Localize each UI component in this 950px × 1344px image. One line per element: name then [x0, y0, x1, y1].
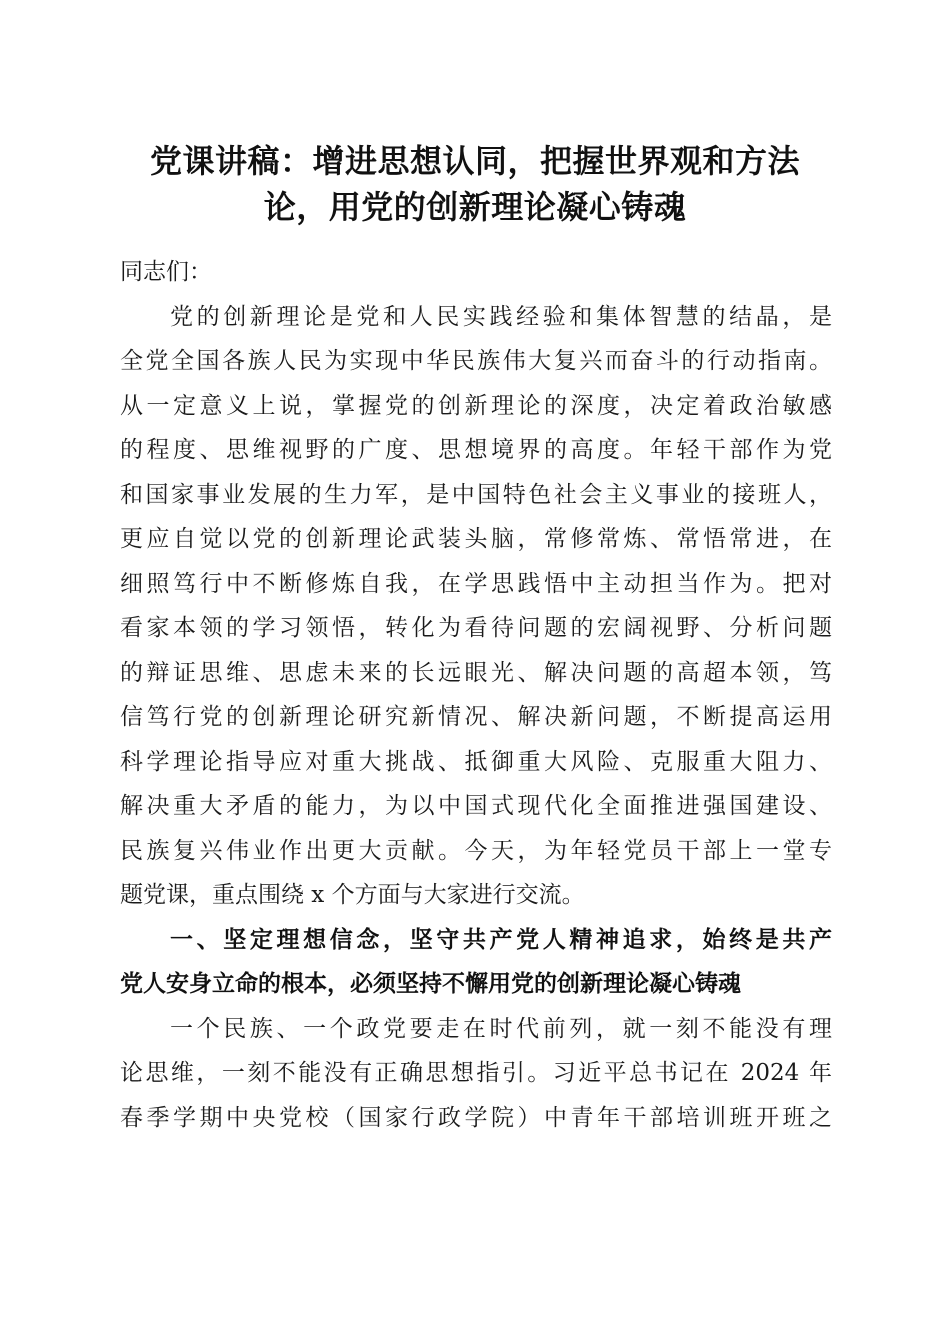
paragraph-line: 的程度、思维视野的广度、思想境界的高度。年轻干部作为党: [120, 437, 832, 463]
paragraph-line: 更应自觉以党的创新理论武装头脑，常修常炼、常悟常进，在: [120, 526, 832, 552]
paragraph-line: 从一定意义上说，掌握党的创新理论的深度，决定着政治敏感: [120, 392, 832, 419]
paragraph-line: 看家本领的学习领悟，转化为看待问题的宏阔视野、分析问题: [120, 615, 832, 641]
paragraph-line: 题党课，重点围绕 x 个方面与大家进行交流。: [120, 882, 585, 908]
paragraph-line: 党的创新理论是党和人民实践经验和集体智慧的结晶，是: [170, 303, 832, 330]
paragraph-line: 解决重大矛盾的能力，为以中国式现代化全面推进强国建设、: [120, 793, 832, 819]
paragraph-line: 论思维，一刻不能没有正确思想指引。习近平总书记在 2024 年: [120, 1060, 832, 1086]
paragraph-line: 细照笃行中不断修炼自我，在学思践悟中主动担当作为。把对: [120, 570, 832, 597]
document-title: [100, 138, 850, 230]
section-heading-line: 一、坚定理想信念，坚守共产党人精神追求，始终是共产: [170, 926, 832, 953]
paragraph-line: 和国家事业发展的生力军，是中国特色社会主义事业的接班人，: [120, 481, 832, 508]
document-body: [120, 250, 832, 1140]
paragraph-line: 科学理论指导应对重大挑战、抵御重大风险、克服重大阻力、: [120, 748, 832, 775]
paragraph-line: 信笃行党的创新理论研究新情况、解决新问题，不断提高运用: [120, 704, 832, 730]
paragraph-line: 的辩证思维、思虑未来的长远眼光、解决问题的高超本领，笃: [120, 659, 832, 686]
paragraph-line: 全党全国各族人民为实现中华民族伟大复兴而奋斗的行动指南。: [120, 348, 832, 374]
title-line-2: 论，用党的创新理论凝心铸魂: [263, 188, 687, 226]
paragraph-line: 一个民族、一个政党要走在时代前列，就一刻不能没有理: [170, 1015, 832, 1042]
salutation: 同志们：: [120, 259, 212, 285]
title-line-1: 党课讲稿：增进思想认同，把握世界观和方法: [149, 142, 800, 180]
paragraph-line: 民族复兴伟业作出更大贡献。今天，为年轻党员干部上一堂专: [120, 837, 832, 864]
paragraph-line: 春季学期中央党校（国家行政学院）中青年干部培训班开班之: [120, 1104, 832, 1131]
section-heading-line: 党人安身立命的根本，必须坚持不懈用党的创新理论凝心铸魂: [120, 971, 741, 997]
